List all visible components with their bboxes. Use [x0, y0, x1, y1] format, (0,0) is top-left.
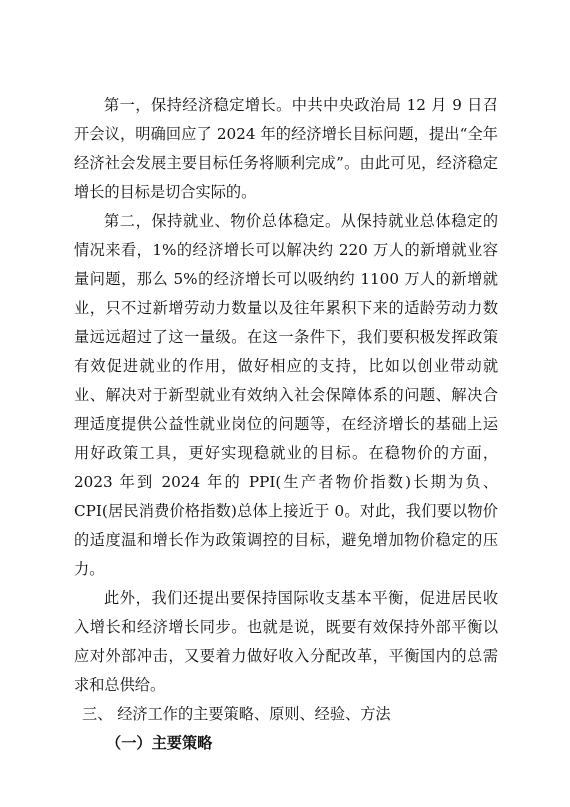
paragraph-employment-prices: 第二，保持就业、物价总体稳定。从保持就业总体稳定的情况来看，1%的经济增长可以解决约 220 万人的新增就业容量问题，那么 5%的经济增长可以吸纳约 1100 万人的新增就业，只不过新增劳动力数量以及往年累积下来的适龄劳动力数量远远超过了这一量级。在这一条件下，我们要积极发挥政策有效促进就业的作用，做好相应的支持，比如以创业带动就业、解决对于新型就业有效纳入社会保障体系的问题、解决合理适度提供公益性就业岗位的问题等，在经济增长的基础上运用好政策工具，更好实现稳就业的目标。在稳物价的方面，2023 年到 2024 年的 PPI(生产者物价指数)长期为负、CPI(居民消费价格指数)总体上接近于 0。对此，我们要以物价的适度温和增长作为政策调控的目标，避免增加物价稳定的压力。	[74, 212, 498, 578]
document-body	[74, 91, 498, 758]
paragraph-economic-growth: 第一，保持经济稳定增长。中共中央政治局 12 月 9 日召开会议，明确回应了 2024 年的经济增长目标问题，提出“全年经济社会发展主要目标任务将顺利完成”。由此可见，经济稳定增长的目标是切合实际的。	[74, 96, 498, 201]
section-heading: 三、 经济工作的主要策略、原则、经验、方法	[82, 705, 391, 723]
subsection-heading: （一）主要策略	[106, 734, 213, 752]
paragraph-balance-of-payments: 此外，我们还提出要保持国际收支基本平衡，促进居民收入增长和经济增长同步。也就是说，既要有效保持外部平衡以应对外部冲击，又要着力做好收入分配改革，平衡国内的总需求和总供给。	[74, 589, 498, 694]
